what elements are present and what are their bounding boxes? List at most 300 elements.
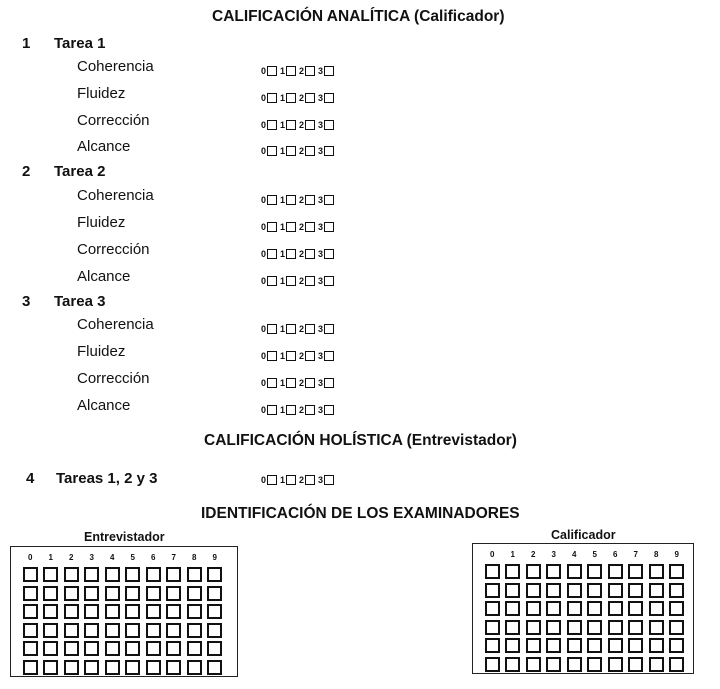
interviewer-grid-checkbox[interactable] xyxy=(146,586,161,601)
rater-grid-checkbox[interactable] xyxy=(526,583,541,598)
holistic-score-option xyxy=(280,475,296,485)
rater-grid-checkbox[interactable] xyxy=(546,620,561,635)
holistic-title: CALIFICACIÓN HOLÍSTICA (Entrevistador) xyxy=(204,432,517,449)
rater-grid-checkbox[interactable] xyxy=(485,564,500,579)
score-value-label: 0 xyxy=(261,351,267,361)
score-value-label: 0 xyxy=(261,66,267,76)
score-checkbox[interactable] xyxy=(305,222,315,232)
rater-grid-checkbox[interactable] xyxy=(526,601,541,616)
interviewer-grid-checkbox[interactable] xyxy=(105,660,120,675)
interviewer-grid-checkbox[interactable] xyxy=(23,567,38,582)
interviewer-grid-checkbox[interactable] xyxy=(64,604,79,619)
task-3-criterion-3-score-scale xyxy=(261,378,337,388)
interviewer-grid-checkbox[interactable] xyxy=(43,641,58,656)
score-checkbox[interactable] xyxy=(267,120,277,130)
score-value-label: 2 xyxy=(299,195,305,205)
interviewer-grid-checkbox[interactable] xyxy=(146,660,161,675)
rater-grid-checkbox[interactable] xyxy=(485,638,500,653)
task-1-criterion-1-score-option xyxy=(280,66,296,76)
task-3-criterion-correccion: Corrección xyxy=(77,370,150,387)
rater-grid-checkbox[interactable] xyxy=(649,583,664,598)
score-checkbox[interactable] xyxy=(267,475,277,485)
score-checkbox[interactable] xyxy=(286,405,296,415)
interviewer-grid-checkbox[interactable] xyxy=(125,641,140,656)
interviewer-grid-checkbox[interactable] xyxy=(64,641,79,656)
score-checkbox[interactable] xyxy=(286,222,296,232)
score-checkbox[interactable] xyxy=(324,93,334,103)
rater-grid-checkbox[interactable] xyxy=(628,620,643,635)
interviewer-grid-checkbox[interactable] xyxy=(166,604,181,619)
interviewer-grid-checkbox[interactable] xyxy=(64,623,79,638)
analytic-title: CALIFICACIÓN ANALÍTICA (Calificador) xyxy=(212,8,505,25)
rater-grid-checkbox[interactable] xyxy=(505,564,520,579)
score-checkbox[interactable] xyxy=(286,120,296,130)
score-value-label: 1 xyxy=(280,475,286,485)
interviewer-grid-digit-label: 3 xyxy=(89,553,94,562)
score-checkbox[interactable] xyxy=(286,351,296,361)
rater-grid-checkbox[interactable] xyxy=(546,601,561,616)
score-checkbox[interactable] xyxy=(286,93,296,103)
interviewer-grid-digit-label: 1 xyxy=(48,553,53,562)
score-value-label: 0 xyxy=(261,324,267,334)
rater-grid-checkbox[interactable] xyxy=(669,638,684,653)
task-3-criterion-4-score-option xyxy=(318,405,334,415)
score-checkbox[interactable] xyxy=(305,249,315,259)
task-1-criterion-4-score-option xyxy=(261,146,277,156)
task-3-criterion-2-score-option xyxy=(280,351,296,361)
score-checkbox[interactable] xyxy=(267,378,277,388)
score-value-label: 1 xyxy=(280,120,286,130)
task-1-criterion-2-score-option xyxy=(318,93,334,103)
interviewer-grid-digit-label: 0 xyxy=(28,553,33,562)
interviewer-grid-checkbox[interactable] xyxy=(64,660,79,675)
score-value-label: 1 xyxy=(280,351,286,361)
task-2-criterion-1-score-option xyxy=(299,195,315,205)
score-value-label: 0 xyxy=(261,222,267,232)
score-checkbox[interactable] xyxy=(267,195,277,205)
interviewer-grid-checkbox[interactable] xyxy=(84,586,99,601)
task-1-criterion-correccion: Corrección xyxy=(77,112,150,129)
score-checkbox[interactable] xyxy=(305,475,315,485)
task-3-criterion-coherencia: Coherencia xyxy=(77,316,154,333)
score-value-label: 0 xyxy=(261,405,267,415)
rater-grid-checkbox[interactable] xyxy=(505,657,520,672)
rater-grid-checkbox[interactable] xyxy=(526,564,541,579)
interviewer-grid-checkbox[interactable] xyxy=(187,660,202,675)
interviewer-grid-checkbox[interactable] xyxy=(43,604,58,619)
rater-grid-checkbox[interactable] xyxy=(485,620,500,635)
rater-grid-checkbox[interactable] xyxy=(567,601,582,616)
task-2-criterion-2-score-option xyxy=(318,222,334,232)
rater-grid-checkbox[interactable] xyxy=(505,620,520,635)
rater-grid-checkbox[interactable] xyxy=(628,638,643,653)
rater-grid-checkbox[interactable] xyxy=(587,564,602,579)
interviewer-grid-checkbox[interactable] xyxy=(43,567,58,582)
score-value-label: 1 xyxy=(280,249,286,259)
score-checkbox[interactable] xyxy=(324,378,334,388)
rater-grid-checkbox[interactable] xyxy=(628,564,643,579)
rater-grid-row xyxy=(482,583,687,602)
interviewer-grid-checkbox[interactable] xyxy=(84,623,99,638)
rater-grid-checkbox[interactable] xyxy=(546,657,561,672)
rater-grid-checkbox[interactable] xyxy=(587,638,602,653)
task-3-criterion-4-score-option xyxy=(261,405,277,415)
score-checkbox[interactable] xyxy=(286,475,296,485)
task-3-criterion-1-score-option xyxy=(318,324,334,334)
task-1-criterion-1-score-option xyxy=(261,66,277,76)
score-checkbox[interactable] xyxy=(305,93,315,103)
score-checkbox[interactable] xyxy=(305,66,315,76)
score-value-label: 1 xyxy=(280,146,286,156)
score-value-label: 1 xyxy=(280,276,286,286)
interviewer-grid-checkbox[interactable] xyxy=(125,604,140,619)
score-value-label: 2 xyxy=(299,475,305,485)
rater-grid-checkbox[interactable] xyxy=(546,583,561,598)
rater-grid-checkbox[interactable] xyxy=(628,657,643,672)
score-checkbox[interactable] xyxy=(324,324,334,334)
task-3-criterion-1-score-option xyxy=(280,324,296,334)
interviewer-grid-checkbox[interactable] xyxy=(105,623,120,638)
interviewer-grid-checkbox[interactable] xyxy=(146,567,161,582)
rater-grid-checkbox[interactable] xyxy=(567,657,582,672)
rater-grid-checkbox[interactable] xyxy=(669,583,684,598)
interviewer-grid-checkbox[interactable] xyxy=(166,586,181,601)
rater-grid-checkbox[interactable] xyxy=(669,657,684,672)
score-checkbox[interactable] xyxy=(324,276,334,286)
score-checkbox[interactable] xyxy=(267,351,277,361)
score-checkbox[interactable] xyxy=(267,222,277,232)
score-checkbox[interactable] xyxy=(286,276,296,286)
score-checkbox[interactable] xyxy=(324,66,334,76)
interviewer-grid-digit-label: 7 xyxy=(171,553,176,562)
interviewer-grid-row xyxy=(20,586,225,605)
rater-grid-checkbox[interactable] xyxy=(526,638,541,653)
score-checkbox[interactable] xyxy=(305,405,315,415)
task-1-criterion-4-score-option xyxy=(318,146,334,156)
interviewer-grid-checkbox[interactable] xyxy=(166,623,181,638)
interviewer-grid-checkbox[interactable] xyxy=(43,586,58,601)
score-checkbox[interactable] xyxy=(305,195,315,205)
interviewer-grid-checkbox[interactable] xyxy=(207,586,222,601)
interviewer-grid-checkbox[interactable] xyxy=(166,641,181,656)
interviewer-grid-checkbox[interactable] xyxy=(146,623,161,638)
interviewer-grid-checkbox[interactable] xyxy=(207,660,222,675)
task-2-criterion-2-score-option xyxy=(261,222,277,232)
holistic-score-option xyxy=(318,475,334,485)
rater-grid-checkbox[interactable] xyxy=(669,601,684,616)
task-1-number: 1 xyxy=(22,35,31,52)
score-checkbox[interactable] xyxy=(286,249,296,259)
interviewer-grid-title: Entrevistador xyxy=(84,530,165,544)
task-3-criterion-2-score-option xyxy=(299,351,315,361)
interviewer-grid-checkbox[interactable] xyxy=(23,623,38,638)
rater-grid-checkbox[interactable] xyxy=(628,601,643,616)
score-value-label: 2 xyxy=(299,351,305,361)
task-2-criterion-3-score-option xyxy=(318,249,334,259)
score-value-label: 0 xyxy=(261,120,267,130)
rater-grid-checkbox[interactable] xyxy=(608,601,623,616)
score-checkbox[interactable] xyxy=(267,249,277,259)
score-value-label: 3 xyxy=(318,120,324,130)
score-value-label: 3 xyxy=(318,249,324,259)
rater-grid-row xyxy=(482,601,687,620)
task-1-criterion-3-score-scale xyxy=(261,120,337,130)
rater-grid-checkbox[interactable] xyxy=(526,620,541,635)
score-checkbox[interactable] xyxy=(324,351,334,361)
task-3-criterion-3-score-option xyxy=(280,378,296,388)
task-1-criterion-3-score-option xyxy=(280,120,296,130)
rater-grid-digit-label: 0 xyxy=(490,550,495,559)
task-2-criterion-4-score-option xyxy=(318,276,334,286)
score-checkbox[interactable] xyxy=(286,324,296,334)
interviewer-grid-checkbox[interactable] xyxy=(84,660,99,675)
score-checkbox[interactable] xyxy=(286,195,296,205)
rater-grid-checkbox[interactable] xyxy=(567,583,582,598)
rater-grid-checkbox[interactable] xyxy=(608,657,623,672)
rater-grid-title: Calificador xyxy=(551,528,616,542)
task-2-criterion-2-score-scale xyxy=(261,222,337,232)
score-checkbox[interactable] xyxy=(286,66,296,76)
score-value-label: 2 xyxy=(299,146,305,156)
task-2-number: 2 xyxy=(22,163,31,180)
rater-grid-checkbox[interactable] xyxy=(505,638,520,653)
score-value-label: 3 xyxy=(318,351,324,361)
interviewer-grid-checkbox[interactable] xyxy=(187,586,202,601)
score-checkbox[interactable] xyxy=(267,405,277,415)
score-value-label: 2 xyxy=(299,405,305,415)
score-checkbox[interactable] xyxy=(267,276,277,286)
interviewer-grid-row xyxy=(20,660,225,679)
task-2-criterion-1-score-option xyxy=(261,195,277,205)
task-1-criterion-3-score-option xyxy=(261,120,277,130)
interviewer-grid-digit-label: 8 xyxy=(192,553,197,562)
interviewer-grid-checkbox[interactable] xyxy=(23,641,38,656)
rater-grid-checkbox[interactable] xyxy=(669,620,684,635)
interviewer-grid-checkbox[interactable] xyxy=(105,604,120,619)
rater-grid-checkbox[interactable] xyxy=(669,564,684,579)
interviewer-grid-checkbox[interactable] xyxy=(64,567,79,582)
rater-grid-digit-label: 4 xyxy=(572,550,577,559)
interviewer-grid-checkbox[interactable] xyxy=(187,567,202,582)
task-3-criterion-3-score-option xyxy=(299,378,315,388)
score-checkbox[interactable] xyxy=(324,120,334,130)
score-checkbox[interactable] xyxy=(324,222,334,232)
interviewer-grid-checkbox[interactable] xyxy=(125,660,140,675)
interviewer-grid-digit-label: 6 xyxy=(151,553,156,562)
interviewer-grid-row xyxy=(20,623,225,642)
score-value-label: 0 xyxy=(261,146,267,156)
task-2-criterion-3-score-option xyxy=(299,249,315,259)
rater-grid-checkbox[interactable] xyxy=(587,583,602,598)
rater-grid-checkbox[interactable] xyxy=(505,601,520,616)
rater-grid-digit-label: 8 xyxy=(654,550,659,559)
rater-grid-checkbox[interactable] xyxy=(546,564,561,579)
holistic-number: 4 xyxy=(26,470,35,487)
score-checkbox[interactable] xyxy=(286,146,296,156)
rater-grid-checkbox[interactable] xyxy=(608,583,623,598)
score-value-label: 3 xyxy=(318,378,324,388)
task-1-criterion-1-score-scale xyxy=(261,66,337,76)
interviewer-grid-checkbox[interactable] xyxy=(207,641,222,656)
task-3-criterion-3-score-option xyxy=(261,378,277,388)
interviewer-grid-checkbox[interactable] xyxy=(43,623,58,638)
task-1-label: Tarea 1 xyxy=(54,35,106,52)
interviewer-grid-checkbox[interactable] xyxy=(84,641,99,656)
interviewer-grid-checkbox[interactable] xyxy=(166,660,181,675)
score-value-label: 0 xyxy=(261,276,267,286)
rater-grid-checkbox[interactable] xyxy=(608,638,623,653)
score-checkbox[interactable] xyxy=(305,276,315,286)
rater-grid-checkbox[interactable] xyxy=(649,564,664,579)
score-checkbox[interactable] xyxy=(324,475,334,485)
task-3-criterion-2-score-option xyxy=(318,351,334,361)
rater-grid-checkbox[interactable] xyxy=(608,564,623,579)
task-2-criterion-correccion: Corrección xyxy=(77,241,150,258)
task-2-criterion-4-score-option xyxy=(299,276,315,286)
rater-grid-checkbox[interactable] xyxy=(608,620,623,635)
interviewer-grid-row xyxy=(20,567,225,586)
rater-grid-checkbox[interactable] xyxy=(649,620,664,635)
interviewer-grid-checkbox[interactable] xyxy=(187,623,202,638)
interviewer-grid-checkbox[interactable] xyxy=(84,567,99,582)
interviewer-grid-checkbox[interactable] xyxy=(125,623,140,638)
task-3-criterion-4-score-option xyxy=(299,405,315,415)
score-value-label: 1 xyxy=(280,324,286,334)
score-value-label: 3 xyxy=(318,405,324,415)
score-value-label: 0 xyxy=(261,378,267,388)
score-checkbox[interactable] xyxy=(324,146,334,156)
task-3-criterion-1-score-scale xyxy=(261,324,337,334)
task-1-criterion-1-score-option xyxy=(318,66,334,76)
score-value-label: 0 xyxy=(261,249,267,259)
score-checkbox[interactable] xyxy=(305,324,315,334)
score-value-label: 2 xyxy=(299,222,305,232)
rater-grid-checkbox[interactable] xyxy=(587,657,602,672)
rater-grid-checkbox[interactable] xyxy=(567,564,582,579)
score-value-label: 2 xyxy=(299,276,305,286)
score-checkbox[interactable] xyxy=(324,249,334,259)
rater-grid-digit-label: 1 xyxy=(510,550,515,559)
task-2-label: Tarea 2 xyxy=(54,163,106,180)
task-1-criterion-3-score-option xyxy=(318,120,334,130)
task-2-criterion-3-score-option xyxy=(261,249,277,259)
rater-grid-body xyxy=(482,564,687,675)
interviewer-grid-checkbox[interactable] xyxy=(105,586,120,601)
rater-grid-checkbox[interactable] xyxy=(587,601,602,616)
interviewer-grid-digits xyxy=(20,553,225,562)
score-checkbox[interactable] xyxy=(267,66,277,76)
task-1-criterion-fluidez: Fluidez xyxy=(77,85,126,102)
interviewer-grid-checkbox[interactable] xyxy=(105,641,120,656)
score-value-label: 1 xyxy=(280,93,286,103)
interviewer-grid-digit-label: 5 xyxy=(130,553,135,562)
score-value-label: 1 xyxy=(280,405,286,415)
task-1-criterion-4-score-option xyxy=(280,146,296,156)
score-checkbox[interactable] xyxy=(324,405,334,415)
interviewer-grid-digit-label: 9 xyxy=(212,553,217,562)
score-checkbox[interactable] xyxy=(267,93,277,103)
score-checkbox[interactable] xyxy=(286,378,296,388)
rater-grid-checkbox[interactable] xyxy=(587,620,602,635)
rater-grid-checkbox[interactable] xyxy=(649,657,664,672)
score-checkbox[interactable] xyxy=(267,324,277,334)
interviewer-grid-checkbox[interactable] xyxy=(207,567,222,582)
task-3-criterion-2-score-option xyxy=(261,351,277,361)
score-value-label: 3 xyxy=(318,66,324,76)
task-2-criterion-4-score-scale xyxy=(261,276,337,286)
task-3-number: 3 xyxy=(22,293,31,310)
interviewer-grid-checkbox[interactable] xyxy=(187,604,202,619)
score-value-label: 1 xyxy=(280,195,286,205)
rater-grid-digit-label: 3 xyxy=(551,550,556,559)
rater-grid-checkbox[interactable] xyxy=(649,638,664,653)
interviewer-grid-checkbox[interactable] xyxy=(187,641,202,656)
task-2-criterion-4-score-option xyxy=(261,276,277,286)
task-1-criterion-alcance: Alcance xyxy=(77,138,131,155)
score-checkbox[interactable] xyxy=(267,146,277,156)
rater-grid-checkbox[interactable] xyxy=(546,638,561,653)
score-value-label: 3 xyxy=(318,93,324,103)
interviewer-grid-checkbox[interactable] xyxy=(64,586,79,601)
interviewer-grid-checkbox[interactable] xyxy=(207,623,222,638)
rater-grid-checkbox[interactable] xyxy=(526,657,541,672)
score-value-label: 3 xyxy=(318,276,324,286)
interviewer-grid-checkbox[interactable] xyxy=(23,660,38,675)
interviewer-grid-checkbox[interactable] xyxy=(105,567,120,582)
rater-grid-checkbox[interactable] xyxy=(485,657,500,672)
interviewer-grid-checkbox[interactable] xyxy=(146,641,161,656)
interviewer-grid-body xyxy=(20,567,225,678)
interviewer-grid-checkbox[interactable] xyxy=(146,604,161,619)
score-checkbox[interactable] xyxy=(305,120,315,130)
score-checkbox[interactable] xyxy=(324,195,334,205)
task-3-criterion-alcance: Alcance xyxy=(77,397,131,414)
rater-grid-checkbox[interactable] xyxy=(485,583,500,598)
task-2-criterion-alcance: Alcance xyxy=(77,268,131,285)
score-checkbox[interactable] xyxy=(305,146,315,156)
rater-grid-checkbox[interactable] xyxy=(567,620,582,635)
rater-grid-digit-label: 9 xyxy=(674,550,679,559)
interviewer-grid-checkbox[interactable] xyxy=(207,604,222,619)
holistic-label: Tareas 1, 2 y 3 xyxy=(56,470,158,487)
interviewer-grid-checkbox[interactable] xyxy=(23,604,38,619)
score-checkbox[interactable] xyxy=(305,351,315,361)
rater-grid-checkbox[interactable] xyxy=(628,583,643,598)
task-2-criterion-3-score-scale xyxy=(261,249,337,259)
score-checkbox[interactable] xyxy=(305,378,315,388)
interviewer-grid-checkbox[interactable] xyxy=(125,586,140,601)
interviewer-grid-checkbox[interactable] xyxy=(125,567,140,582)
interviewer-grid-checkbox[interactable] xyxy=(166,567,181,582)
rater-grid-checkbox[interactable] xyxy=(649,601,664,616)
interviewer-grid-checkbox[interactable] xyxy=(23,586,38,601)
score-value-label: 3 xyxy=(318,324,324,334)
rater-grid-checkbox[interactable] xyxy=(505,583,520,598)
task-1-criterion-coherencia: Coherencia xyxy=(77,58,154,75)
rater-grid-checkbox[interactable] xyxy=(567,638,582,653)
score-value-label: 3 xyxy=(318,195,324,205)
task-2-criterion-1-score-scale xyxy=(261,195,337,205)
rater-grid-checkbox[interactable] xyxy=(485,601,500,616)
interviewer-grid-checkbox[interactable] xyxy=(43,660,58,675)
interviewer-grid-checkbox[interactable] xyxy=(84,604,99,619)
score-value-label: 2 xyxy=(299,66,305,76)
interviewer-grid-digit-label: 2 xyxy=(69,553,74,562)
task-1-criterion-2-score-option xyxy=(261,93,277,103)
task-3-label: Tarea 3 xyxy=(54,293,106,310)
task-2-criterion-4-score-option xyxy=(280,276,296,286)
task-3-criterion-1-score-option xyxy=(299,324,315,334)
